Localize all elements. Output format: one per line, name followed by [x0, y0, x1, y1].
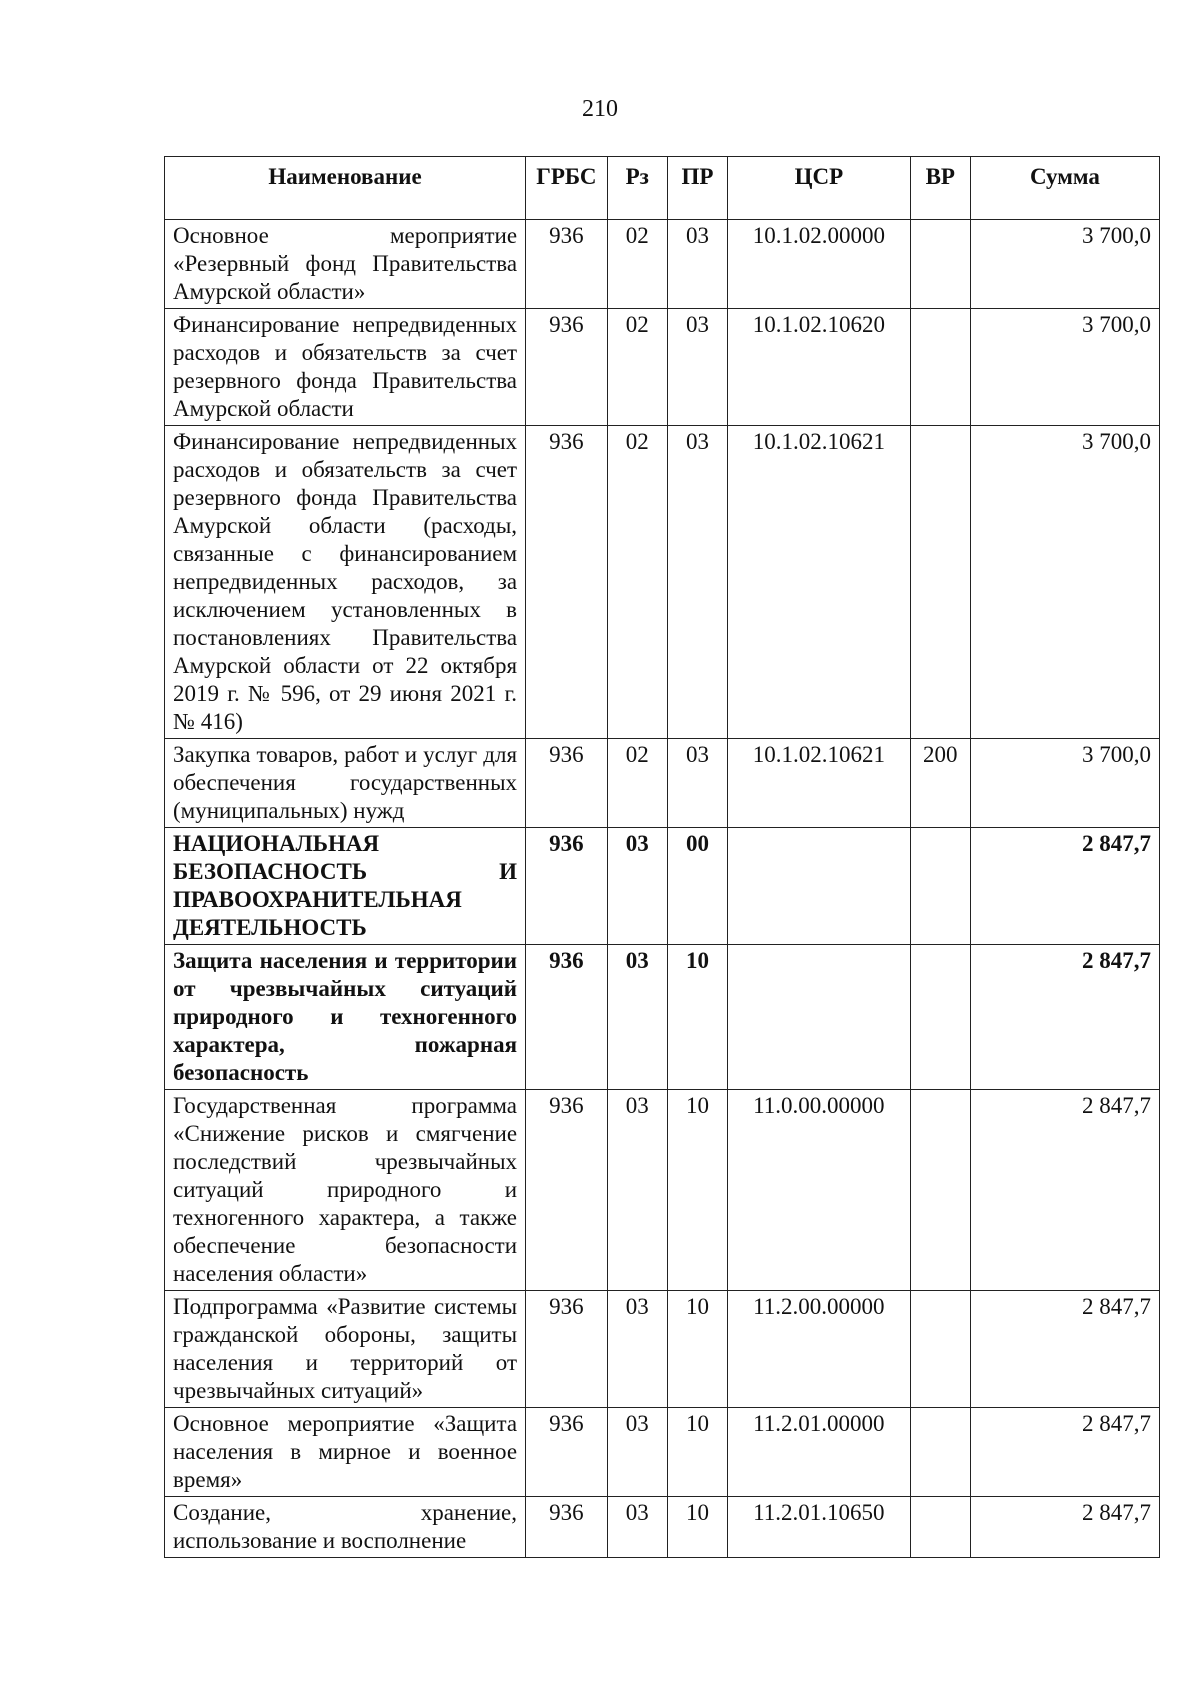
row-sum-cell: 2 847,7 [970, 1497, 1159, 1558]
row-rz-cell: 03 [607, 1497, 667, 1558]
header-name: Наименование [165, 157, 526, 220]
row-grbs-cell: 936 [526, 1408, 608, 1497]
page-number: 210 [582, 96, 618, 122]
row-name-cell: Основное мероприятие «Резервный фонд Правительства Амурской области» [165, 220, 526, 309]
row-name-cell: Государственная программа «Снижение рисков и смягчение последствий чрезвычайных ситуаций природного и техногенного характера, а также обеспечение безопасности населения области» [165, 1090, 526, 1291]
table-row [165, 1291, 1160, 1408]
row-grbs-cell: 936 [526, 945, 608, 1090]
row-rz-cell: 03 [607, 1408, 667, 1497]
table-header-row [165, 157, 1160, 220]
row-pr-cell: 00 [667, 828, 727, 945]
table-row [165, 945, 1160, 1090]
row-sum-cell: 2 847,7 [970, 1291, 1159, 1408]
row-vr-cell [910, 828, 970, 945]
header-grbs: ГРБС [526, 157, 608, 220]
row-pr-cell: 10 [667, 1497, 727, 1558]
row-csr-cell: 10.1.02.10621 [728, 426, 911, 739]
row-csr-cell [728, 828, 911, 945]
row-vr-cell [910, 1408, 970, 1497]
row-sum-cell: 3 700,0 [970, 220, 1159, 309]
row-name-cell: Защита населения и территории от чрезвычайных ситуаций природного и техногенного характера, пожарная безопасность [165, 945, 526, 1090]
row-sum-cell: 3 700,0 [970, 309, 1159, 426]
row-vr-cell [910, 426, 970, 739]
header-sum: Сумма [970, 157, 1159, 220]
row-csr-cell: 11.2.01.00000 [728, 1408, 911, 1497]
row-csr-cell: 10.1.02.10621 [728, 739, 911, 828]
row-grbs-cell: 936 [526, 426, 608, 739]
row-grbs-cell: 936 [526, 828, 608, 945]
row-csr-cell: 11.0.00.00000 [728, 1090, 911, 1291]
row-name-cell: Подпрограмма «Развитие системы гражданской обороны, защиты населения и территорий от чрезвычайных ситуаций» [165, 1291, 526, 1408]
row-rz-cell: 03 [607, 828, 667, 945]
row-pr-cell: 10 [667, 1090, 727, 1291]
row-vr-cell [910, 220, 970, 309]
row-vr-cell [910, 1090, 970, 1291]
header-rz: Рз [607, 157, 667, 220]
row-name-cell: Закупка товаров, работ и услуг для обеспечения государственных (муниципальных) нужд [165, 739, 526, 828]
row-grbs-cell: 936 [526, 220, 608, 309]
table-row [165, 1090, 1160, 1291]
row-pr-cell: 03 [667, 220, 727, 309]
row-grbs-cell: 936 [526, 1090, 608, 1291]
row-pr-cell: 03 [667, 739, 727, 828]
row-grbs-cell: 936 [526, 739, 608, 828]
row-pr-cell: 10 [667, 945, 727, 1090]
row-rz-cell: 03 [607, 945, 667, 1090]
header-pr: ПР [667, 157, 727, 220]
row-sum-cell: 3 700,0 [970, 739, 1159, 828]
table-row [165, 220, 1160, 309]
row-sum-cell: 3 700,0 [970, 426, 1159, 739]
row-vr-cell [910, 1497, 970, 1558]
row-name-cell: Финансирование непредвиденных расходов и обязательств за счет резервного фонда Правительства Амурской области [165, 309, 526, 426]
table-row [165, 828, 1160, 945]
row-csr-cell: 10.1.02.00000 [728, 220, 911, 309]
row-name-cell: Создание, хранение, использование и восполнение [165, 1497, 526, 1558]
row-vr-cell: 200 [910, 739, 970, 828]
row-name-cell: НАЦИОНАЛЬНАЯ БЕЗОПАСНОСТЬ И ПРАВООХРАНИТЕЛЬНАЯ ДЕЯТЕЛЬНОСТЬ [165, 828, 526, 945]
row-vr-cell [910, 1291, 970, 1408]
header-vr: ВР [910, 157, 970, 220]
row-vr-cell [910, 945, 970, 1090]
row-sum-cell: 2 847,7 [970, 828, 1159, 945]
table-row [165, 1408, 1160, 1497]
row-pr-cell: 03 [667, 309, 727, 426]
table-row [165, 309, 1160, 426]
row-sum-cell: 2 847,7 [970, 1090, 1159, 1291]
row-rz-cell: 02 [607, 220, 667, 309]
row-pr-cell: 03 [667, 426, 727, 739]
row-sum-cell: 2 847,7 [970, 1408, 1159, 1497]
row-csr-cell [728, 945, 911, 1090]
row-grbs-cell: 936 [526, 309, 608, 426]
row-sum-cell: 2 847,7 [970, 945, 1159, 1090]
table-row [165, 1497, 1160, 1558]
row-name-cell: Основное мероприятие «Защита населения в мирное и военное время» [165, 1408, 526, 1497]
row-rz-cell: 02 [607, 739, 667, 828]
table-row [165, 739, 1160, 828]
row-name-cell: Финансирование непредвиденных расходов и обязательств за счет резервного фонда Правительства Амурской области (расходы, связанные с финансированием непредвиденных расходов, за исключением установленных в постановлениях Правительства Амурской области от 22 октября 2019 г. № 596, от 29 июня 2021 г. № 416) [165, 426, 526, 739]
budget-table [164, 156, 1160, 1558]
row-rz-cell: 02 [607, 309, 667, 426]
row-rz-cell: 03 [607, 1291, 667, 1408]
row-vr-cell [910, 309, 970, 426]
row-pr-cell: 10 [667, 1291, 727, 1408]
row-rz-cell: 02 [607, 426, 667, 739]
row-grbs-cell: 936 [526, 1497, 608, 1558]
row-csr-cell: 11.2.00.00000 [728, 1291, 911, 1408]
row-pr-cell: 10 [667, 1408, 727, 1497]
row-csr-cell: 11.2.01.10650 [728, 1497, 911, 1558]
header-csr: ЦСР [728, 157, 911, 220]
table-row [165, 426, 1160, 739]
row-grbs-cell: 936 [526, 1291, 608, 1408]
row-csr-cell: 10.1.02.10620 [728, 309, 911, 426]
row-rz-cell: 03 [607, 1090, 667, 1291]
